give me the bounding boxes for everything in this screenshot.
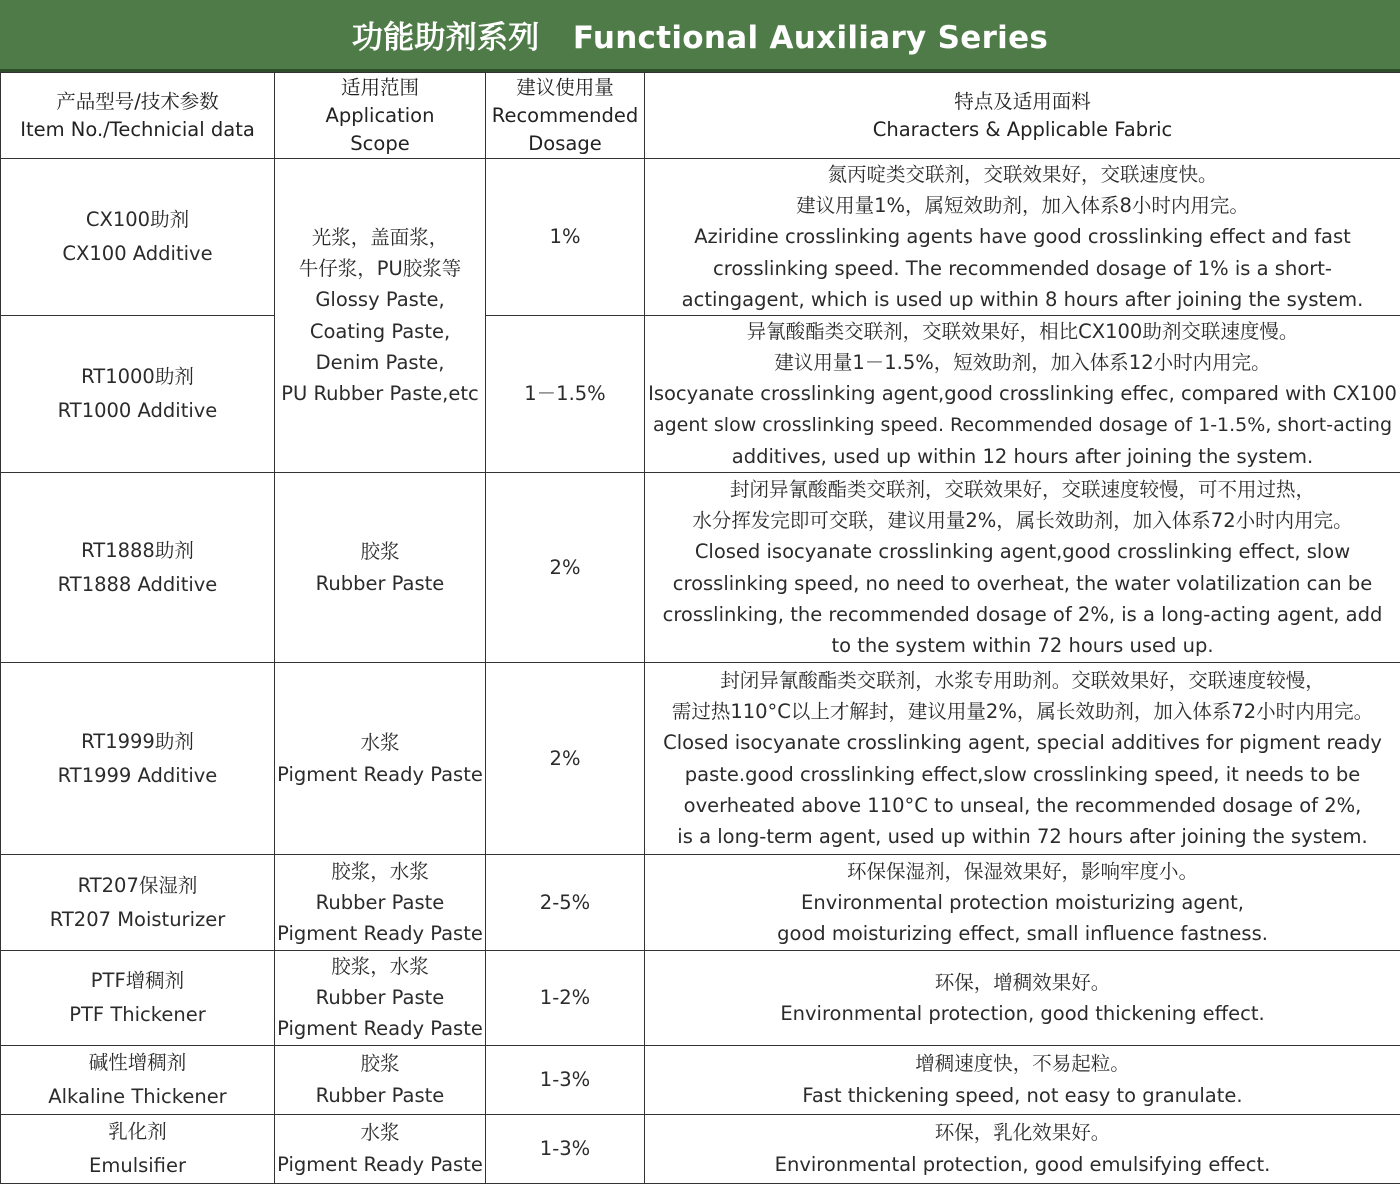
description: 封闭异氰酸酯类交联剂，交联效果好，交联速度较慢，可不用过热， 水分挥发完即可交联，建议用量2%，属长效助剂，加入体系72小时内用完。 Closed isocyanate crosslinking agent,good crosslinking effect, slow crosslinking speed, no need to overheat, the water volatilization can be crosslinking, the recommended dosage of 2%, is a long-acting agent, add to the system within 72 hours used up. [645, 473, 1400, 663]
product-name: PTF增稠剂 PTF Thickener [1, 951, 275, 1046]
description: 增稠速度快，不易起粒。 Fast thickening speed, not easy to granulate. [645, 1045, 1400, 1114]
table-row [1, 1045, 1400, 1114]
application-scope: 胶浆 Rubber Paste [275, 1045, 486, 1114]
dosage: 1% [486, 159, 645, 316]
series-title: 功能助剂系列 Functional Auxiliary Series [352, 12, 1048, 57]
table-row [1, 316, 1400, 473]
table-row [1, 855, 1400, 951]
header-dosage: 建议使用量 Recommended Dosage [486, 73, 645, 159]
dosage: 1-2% [486, 951, 645, 1046]
header-desc: 特点及适用面料 Characters & Applicable Fabric [645, 73, 1400, 159]
header-item: 产品型号/技术参数 Item No./Technicial data [1, 73, 275, 159]
product-name: RT1888助剂 RT1888 Additive [1, 473, 275, 663]
application-scope: 胶浆，水浆 Rubber Paste Pigment Ready Paste [275, 855, 486, 951]
description: 封闭异氰酸酯类交联剂，水浆专用助剂。交联效果好，交联速度较慢， 需过热110°C以上才解封，建议用量2%，属长效助剂，加入体系72小时内用完。 Closed isocyanate crosslinking agent, special additives for pigment ready paste.good crosslinking effect,slow crosslinking speed, it needs to be overheated above 110°C to unseal, the recommended dosage of 2%, is a long-term agent, used up within 72 hours after joining the system. [645, 663, 1400, 855]
product-name: 乳化剂 Emulsifier [1, 1114, 275, 1183]
header-scope: 适用范围 Application Scope [275, 73, 486, 159]
table-row [1, 473, 1400, 663]
dosage: 2-5% [486, 855, 645, 951]
application-scope: 水浆 Pigment Ready Paste [275, 1114, 486, 1183]
description: 环保，增稠效果好。 Environmental protection, good thickening effect. [645, 951, 1400, 1046]
dosage: 2% [486, 663, 645, 855]
description: 异氰酸酯类交联剂，交联效果好，相比CX100助剂交联速度慢。 建议用量1－1.5%，短效助剂，加入体系12小时内用完。 Isocyanate crosslinking agent,good crosslinking effec, compared with CX100 agent slow crosslinking speed. Recommended dosage of 1-1.5%, short-acting additives, used up within 12 hours after joining the system. [645, 316, 1400, 473]
product-name: RT1999助剂 RT1999 Additive [1, 663, 275, 855]
application-scope: 胶浆 Rubber Paste [275, 473, 486, 663]
dosage: 1-3% [486, 1114, 645, 1183]
description: 环保保湿剂，保湿效果好，影响牢度小。 Environmental protection moisturizing agent, good moisturizing effect, small influence fastness. [645, 855, 1400, 951]
header-row [1, 73, 1400, 159]
dosage: 1－1.5% [486, 316, 645, 473]
table-row [1, 951, 1400, 1046]
product-table [0, 72, 1400, 1184]
product-name: 碱性增稠剂 Alkaline Thickener [1, 1045, 275, 1114]
product-name: RT207保湿剂 RT207 Moisturizer [1, 855, 275, 951]
product-name: RT1000助剂 RT1000 Additive [1, 316, 275, 473]
application-scope: 水浆 Pigment Ready Paste [275, 663, 486, 855]
description: 氮丙啶类交联剂，交联效果好，交联速度快。 建议用量1%，属短效助剂，加入体系8小时内用完。 Aziridine crosslinking agents have good crosslinking effect and fast crosslinking speed. The recommended dosage of 1% is a short- actingagent, which is used up within 8 hours after joining the system. [645, 159, 1400, 316]
dosage: 2% [486, 473, 645, 663]
application-scope: 胶浆，水浆 Rubber Paste Pigment Ready Paste [275, 951, 486, 1046]
description: 环保，乳化效果好。 Environmental protection, good emulsifying effect. [645, 1114, 1400, 1183]
title-bar [0, 0, 1400, 72]
application-scope: 光浆，盖面浆， 牛仔浆，PU胶浆等 Glossy Paste, Coating Paste, Denim Paste, PU Rubber Paste,etc [275, 159, 486, 473]
table-row [1, 663, 1400, 855]
dosage: 1-3% [486, 1045, 645, 1114]
product-name: CX100助剂 CX100 Additive [1, 159, 275, 316]
table-row [1, 159, 1400, 316]
